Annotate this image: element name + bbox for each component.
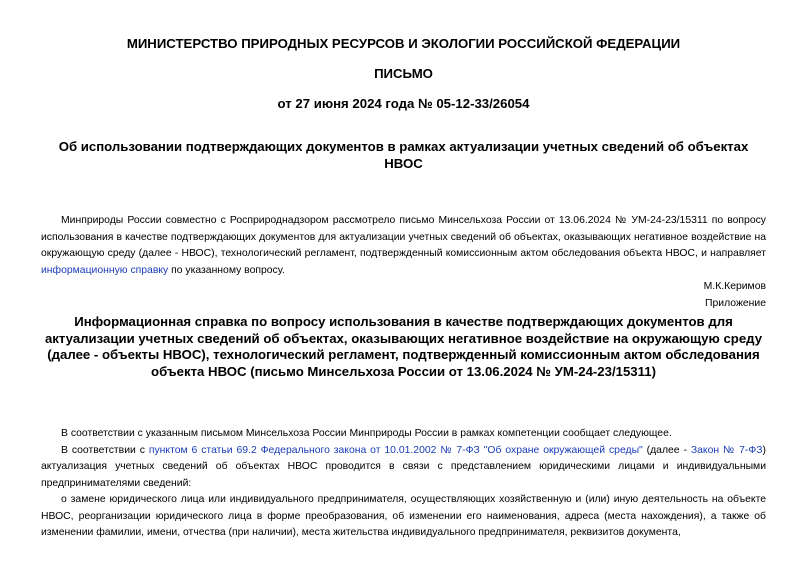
document-subject: Об использовании подтверждающих документов в рамках актуализации учетных сведений об объектах НВОС	[58, 139, 749, 171]
appendix-label: Приложение	[705, 297, 766, 309]
document-date-number: от 27 июня 2024 года № 05-12-33/26054	[277, 96, 530, 111]
body-paragraph-1: В соответствии с указанным письмом Минсельхоза России Минприроды России в рамках компетенции сообщает следующее.	[61, 428, 672, 439]
p2-text-after: ) актуализация учетных сведений об объектах НВОС проводится в связи с представлением юридическими лицами и индивидуальными предпринимателями сведений:	[41, 444, 767, 489]
document-type: ПИСЬМО	[374, 66, 433, 81]
p2-text-middle: (далее -	[642, 444, 691, 456]
intro-paragraph	[41, 213, 766, 279]
p2-text-before: В соответствии с	[61, 444, 149, 456]
signature: М.К.Керимов	[703, 281, 766, 292]
reference-title: Информационная справка по вопросу использования в качестве подтверждающих документов для актуализации учетных сведений об объектах, оказывающих негативное воздействие на окружающую среду (далее - объекты НВОС), технологический регламент, подтвержденный комиссионным актом обследования объекта НВОС (письмо Минсельхоза России от 13.06.2024 № УМ-24-23/15311)	[44, 314, 763, 379]
law-article-link[interactable]: пунктом 6 статьи 69.2 Федерального закона от 10.01.2002 № 7-ФЗ "Об охране окружающей среды"	[148, 444, 643, 456]
body-paragraph-3: о замене юридического лица или индивидуального предпринимателя, осуществляющих хозяйственную и (или) иную деятельность на объекте НВОС, реорганизации юридического лица в форме преобразования, об изменении его наименования, адреса (места нахождения), а также об изменении фамилии, имени, отчества (при наличии), места жительства индивидуального предпринимателя, реквизитов документа,	[41, 494, 766, 538]
ministry-heading: МИНИСТЕРСТВО ПРИРОДНЫХ РЕСУРСОВ И ЭКОЛОГИИ РОССИЙСКОЙ ФЕДЕРАЦИИ	[126, 36, 681, 51]
reference-link[interactable]: информационную справку	[41, 264, 169, 276]
body-paragraph-2	[41, 443, 766, 493]
intro-text-before: Минприроды России совместно с Росприроднадзором рассмотрело письмо Минсельхоза России от 13.06.2024 № УМ-24-23/15311 по вопросу использования в качестве подтверждающих документов для актуализации учетных сведений об объектах, оказывающих негативное воздействие на окружающую среду (далее - НВОС), технологический регламент, подтвержденный комиссионным актом обследования объекта НВОС, и направляет	[41, 215, 766, 259]
intro-text-after: по указанному вопросу.	[168, 264, 285, 276]
law-short-link[interactable]: Закон № 7-ФЗ	[690, 444, 763, 456]
